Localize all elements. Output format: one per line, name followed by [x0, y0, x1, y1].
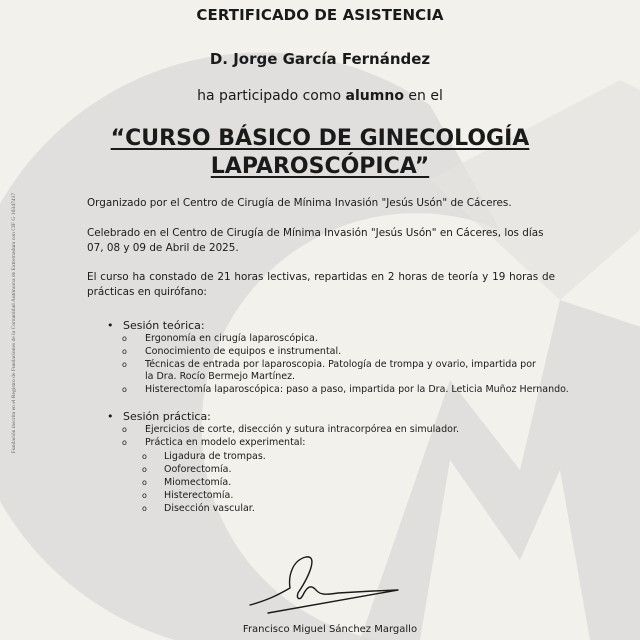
circle-bullet-icon: o [122, 385, 127, 395]
circle-bullet-icon: o [122, 359, 127, 369]
course-title [0, 125, 640, 181]
circle-bullet-icon: o [122, 346, 127, 356]
signature-icon [248, 555, 418, 615]
list-item: o Práctica en modelo experimental: [122, 436, 306, 448]
participation-line [0, 88, 640, 104]
list-item: o Técnicas de entrada por laparoscopia. Patología de trompa y ovario, impartida por la Dra. Rocío Bermejo Martínez. [122, 358, 536, 383]
list-item: o Histerectomía laparoscópica: paso a paso, impartida por la Dra. Leticia Muñoz Hernando. [122, 384, 569, 396]
held-paragraph: Celebrado en el Centro de Cirugía de Mínima Invasión "Jesús Usón" en Cáceres, los días 07, 08 y 09 de Abril de 2025. [87, 227, 544, 254]
participation-suffix: en el [408, 88, 443, 104]
circle-bullet-icon: o [142, 478, 147, 487]
circle-bullet-icon: o [142, 464, 147, 474]
participation-role: alumno [345, 88, 404, 104]
theory-session [107, 318, 577, 397]
course-title-line2: LAPAROSCÓPICA” [210, 154, 430, 179]
organized-paragraph: Organizado por el Centro de Cirugía de Mínima Invasión "Jesús Usón" de Cáceres. [87, 197, 512, 209]
theory-session-label: • Sesión teórica: [107, 318, 577, 333]
signatory-name: Francisco Miguel Sánchez Margallo [242, 624, 418, 635]
list-subitem: o Histerectomía. [142, 490, 234, 502]
circle-bullet-icon: o [122, 425, 127, 434]
list-subitem: o Miomectomía. [142, 477, 232, 488]
recipient-name: D. Jorge García Fernández [209, 50, 431, 68]
circle-bullet-icon: o [142, 491, 147, 501]
practice-session-label: • Sesión práctica: [107, 409, 577, 424]
list-subitem: o Ligadura de trompas. [142, 450, 266, 462]
course-title-line1: “CURSO BÁSICO DE GINECOLOGÍA [110, 126, 530, 151]
registry-side-note: Fundación inscrita en el Registro de Fundaciones de la Comunidad Autónoma de Extremadura con CIF G 10347417 [11, 192, 17, 454]
circle-bullet-icon: o [142, 451, 147, 461]
list-item: o Conocimiento de equipos e instrumental. [122, 345, 342, 357]
list-subitem: o Disección vascular. [142, 503, 255, 515]
circle-bullet-icon: o [122, 437, 127, 447]
circle-bullet-icon: o [142, 504, 147, 514]
circle-bullet-icon: o [122, 334, 127, 343]
list-item: o Ejercicios de corte, disección y sutura intracorpórea en simulador. [122, 424, 460, 435]
hours-paragraph: El curso ha constado de 21 horas lectivas, repartidas en 2 horas de teoría y 19 horas de prácticas en quirófano: [87, 271, 555, 298]
practice-session [107, 409, 577, 516]
participation-prefix: ha participado como [197, 88, 342, 104]
certificate-title: CERTIFICADO DE ASISTENCIA [196, 6, 444, 24]
list-item: o Ergonomía en cirugía laparoscópica. [122, 333, 318, 344]
list-subitem: o Ooforectomía. [142, 463, 232, 475]
